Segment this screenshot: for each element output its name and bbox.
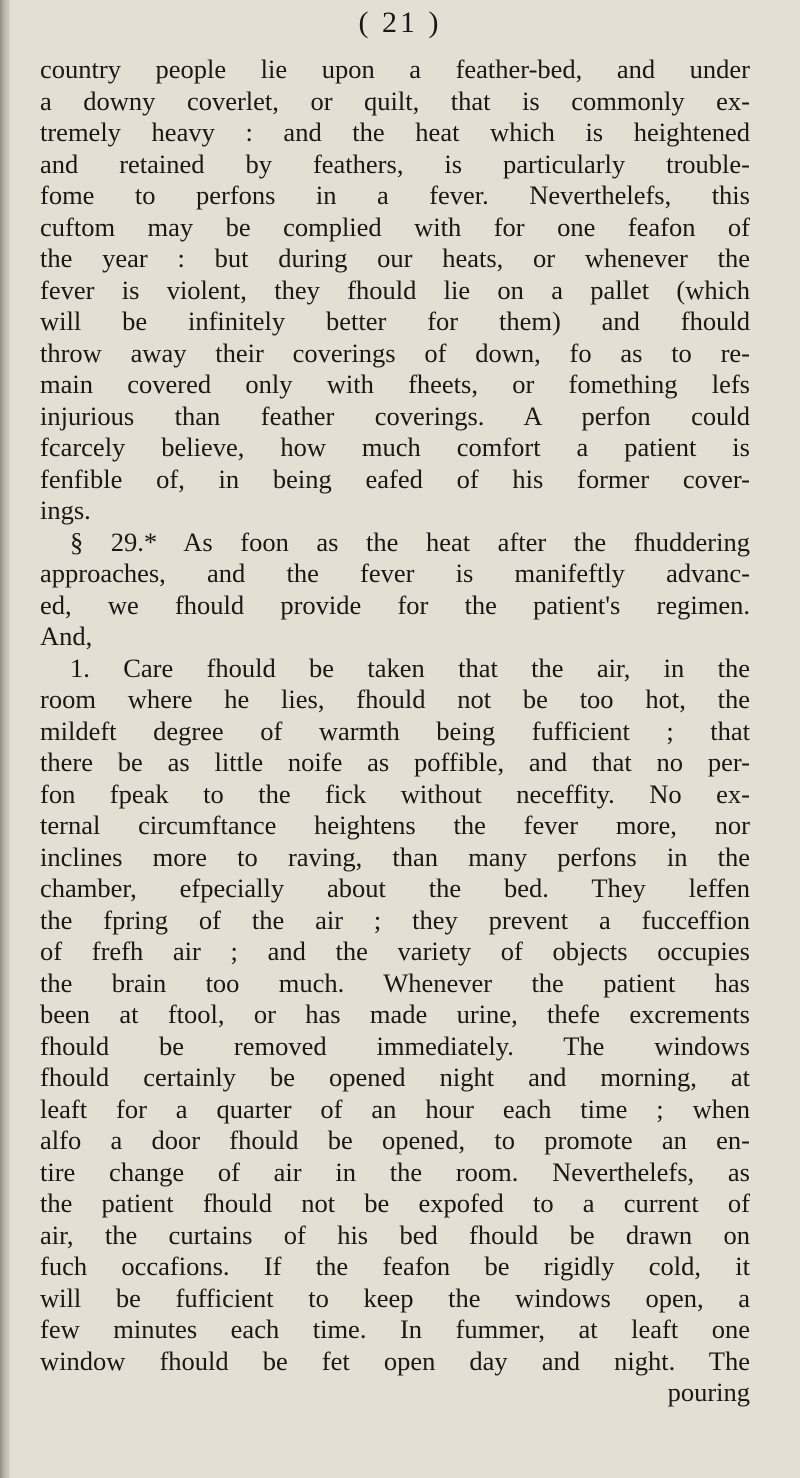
text-line: chamber, efpecially about the bed. They leffen	[40, 873, 750, 903]
text-line: few minutes each time. In fummer, at leaft one	[40, 1314, 750, 1344]
text-line: been at ftool, or has made urine, thefe excrements	[40, 999, 750, 1029]
text-line: alfo a door fhould be opened, to promote an en-	[40, 1125, 750, 1155]
text-line: fhould be removed immediately. The windows	[40, 1030, 750, 1061]
text-line: fuch occafions. If the feafon be rigidly cold, it	[40, 1251, 750, 1281]
text-line: room where he lies, fhould not be too hot, the	[40, 684, 750, 714]
text-line: and retained by feathers, is particularly trouble-	[40, 148, 750, 179]
text-line: will be infinitely better for them) and fhould	[40, 306, 750, 336]
text-line: fenfible of, in being eafed of his former cover-	[40, 463, 750, 494]
text-line: mildeft degree of warmth being fufficient ; that	[40, 715, 750, 746]
text-line: will be fufficient to keep the windows open, a	[40, 1282, 750, 1313]
text-line: throw away their coverings of down, fo as to re-	[40, 337, 750, 368]
text-line: tire change of air in the room. Neverthelefs, as	[40, 1156, 750, 1187]
text-line: cuftom may be complied with for one feafon of	[40, 211, 750, 242]
text-line: the fpring of the air ; they prevent a fucceffion	[40, 904, 750, 935]
text-line: And,	[40, 621, 93, 651]
text-line: fon fpeak to the fick without neceffity. No ex-	[40, 778, 750, 809]
text-line: there be as little noife as poffible, and that no per-	[40, 747, 750, 777]
text-line: the year : but during our heats, or whenever the	[40, 243, 750, 273]
text-line: ed, we fhould provide for the patient's regimen.	[40, 589, 750, 620]
text-line: approaches, and the fever is manifeftly advanc-	[40, 558, 750, 588]
text-line: the brain too much. Whenever the patient has	[40, 967, 750, 998]
text-line: fome to perfons in a fever. Neverthelefs, this	[40, 180, 750, 210]
text-line: main covered only with fheets, or fomething lefs	[40, 369, 750, 399]
text-line: fhould certainly be opened night and morning, at	[40, 1062, 750, 1092]
text-line: § 29.* As foon as the heat after the fhuddering	[70, 526, 750, 557]
text-line: the patient fhould not be expofed to a current of	[40, 1188, 750, 1218]
page-number: ( 21 )	[358, 6, 442, 39]
text-line: country people lie upon a feather-bed, and under	[40, 54, 750, 84]
text-line: window fhould be fet open day and night. The	[40, 1345, 750, 1376]
text-line: 1. Care fhould be taken that the air, in the	[70, 652, 750, 683]
text-line: ternal circumftance heightens the fever more, nor	[40, 810, 750, 840]
text-line: inclines more to raving, than many perfons in the	[40, 841, 750, 872]
text-line: fever is violent, they fhould lie on a pallet (which	[40, 274, 750, 305]
text-line: leaft for a quarter of an hour each time ; when	[40, 1093, 750, 1124]
text-line: ings.	[40, 495, 91, 525]
page-gutter-shadow	[0, 0, 10, 1478]
text-line: fcarcely believe, how much comfort a patient is	[40, 432, 750, 462]
text-line: air, the curtains of his bed fhould be drawn on	[40, 1219, 750, 1250]
text-line: of frefh air ; and the variety of objects occupies	[40, 936, 750, 966]
text-line: a downy coverlet, or quilt, that is commonly ex-	[40, 85, 750, 116]
catchword: pouring	[667, 1377, 750, 1407]
body-text	[40, 54, 750, 1409]
text-line: injurious than feather coverings. A perfon could	[40, 400, 750, 431]
text-line: tremely heavy : and the heat which is heightened	[40, 117, 750, 147]
